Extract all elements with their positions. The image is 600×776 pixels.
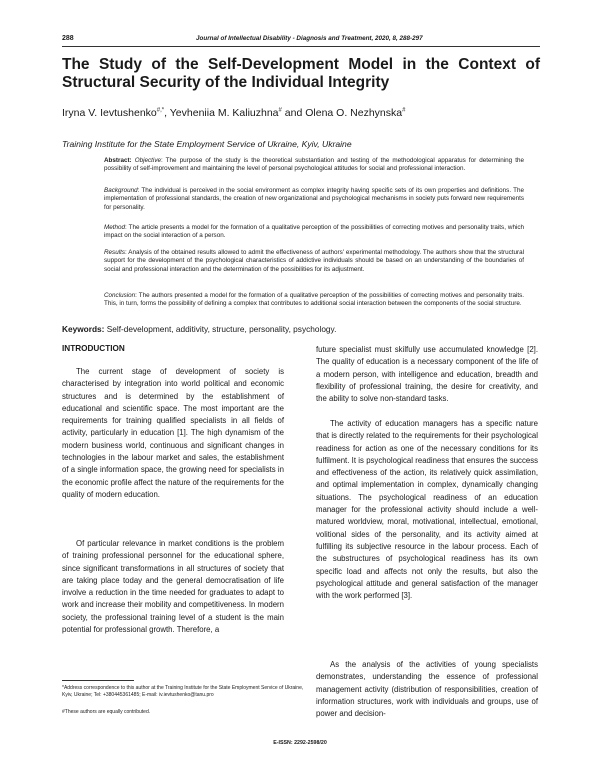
right-paragraph-1: future specialist must skilfully use accumulated knowledge [2]. The quality of education is a necessary component of the life of a modern person, with intelligence and education, breadth and flexibility of professional training, the desire for creativity, and the ability to solve non-standard tasks.: [316, 345, 538, 404]
left-paragraph-2: Of particular relevance in market conditions is the problem of training professional personnel for the educational sphere, since significant transformations in all structures of society that are taking place today and the general democratisation of life involve a reduction in the time needed for graduates to adapt to work and increase their mobility and competitiveness. In modern society, the professional training level of a student is the main potential for professional growth. Therefore, a: [62, 539, 284, 635]
abstract-objective: [104, 157, 524, 174]
objective-text: : The purpose of the study is the theoretical substantiation and testing of the methodological apparatus for determining the possibility of self-improvement and maintaining the level of personal psychological attitudes for social and professional interaction.: [104, 157, 524, 173]
results-text: : Analysis of the obtained results allowed to admit the effectiveness of authors' experimental methodology. The authors show that the structural support for the development of the psychological characteristics of addictive individuals should be based on an understanding of the boundaries of social and professional interaction and the determination of the possibilities for its adjustment.: [104, 249, 524, 273]
issn-footer: E-ISSN: 2292-2598/20: [273, 740, 327, 746]
conclusion-text: : The authors presented a model for the formation of a qualitative perception of the possibilities of correcting motives and personality traits. This, in turn, forms the possibility of defining a complex that contributes to additional social interaction between the components of the social structure.: [104, 292, 524, 308]
author-name: Iryna V. Ievtushenko: [62, 107, 157, 119]
author-name: and Olena O. Nezhynska: [281, 107, 403, 119]
right-paragraph-2: The activity of education managers has a specific nature that is directly related to the requirements for their psychological readiness for action as one of the necessary conditions for its fulfilment. It is psychological readiness that ensures the success and effectiveness of the action, its relatively quick assimilation, and optimal implementation in complex, dynamically changing situations. The psychological readiness of an education manager for the professional activity should include a well-matured worldview, moral, motivational, intellectual, emotional, volitional sides of the personality, and its activity aimed at fulfilling its subjective resource in the labour process. Each of the substructures of psychological readiness has its own specific load and affects not only the results, but also the psychological attitude and general satisfaction of the manager with the work performed [3].: [316, 419, 538, 601]
background-label: Background: [104, 187, 138, 194]
footnote-correspondence: *Address correspondence to this author at the Training Institute for the State Employment Service of Ukraine, Kyiv, Ukraine; Tel: +380445361485; E-mail: iv.ievtushenko@tanu.pro: [62, 685, 304, 698]
conclusion-label: Conclusion: [104, 292, 136, 299]
background-text: : The individual is perceived in the social environment as complex integrity having specific sets of its own properties and definitions. The implementation of professional standards, the creation of new organizational and psychological mechanisms in society puts forward new requirements for personality.: [104, 187, 524, 211]
results-label: Results: [104, 249, 125, 256]
author-list: [62, 107, 405, 119]
abstract-background: [104, 187, 524, 212]
footnote-rule: [62, 680, 134, 681]
author-mark: #: [402, 107, 406, 114]
header-rule: [62, 46, 540, 47]
journal-header: Journal of Intellectual Disability - Diagnosis and Treatment, 2020, 8, 288-297: [196, 35, 423, 42]
right-paragraph-3: As the analysis of the activities of young specialists demonstrates, understanding the essence of professional management activity (distribution of responsibilities, creation of information structures, work with individuals and groups, use of power and decision-: [316, 660, 538, 719]
paper-title: The Study of the Self-Development Model in the Context of Structural Security of the Individual Integrity: [62, 56, 540, 91]
keywords-label: Keywords:: [62, 324, 105, 334]
method-text: : The article presents a model for the formation of a qualitative perception of the possibilities of correcting motives and personality traits, which impact on the social interaction of a person.: [104, 224, 524, 240]
footnote-equal-contribution: #These authors are equally contributed.: [62, 709, 151, 715]
author-name: , Yevheniia M. Kaliuzhna: [164, 107, 279, 119]
section-heading-introduction: INTRODUCTION: [62, 344, 125, 353]
keywords-text: Self-development, additivity, structure, personality, psychology.: [104, 324, 337, 334]
method-label: Method: [104, 224, 126, 231]
left-paragraph-1: The current stage of development of society is characterised by integration into world political and economic structures and is determined by the establishment of educational and scientific space. The most important are the requirements for training qualified specialists in all fields of activity, particularly in education [1]. The high dynamism of the modern business world, continuous and significant changes in technologies in the labour market and sales, the establishment of a single information space, the growing need for specialists in the economic profile affect the nature of the requirements for the quality of modern education.: [62, 367, 284, 499]
keywords: [62, 324, 336, 334]
author-mark: #,*: [156, 107, 165, 114]
abstract-conclusion: [104, 292, 524, 309]
affiliation: Training Institute for the State Employment Service of Ukraine, Kyiv, Ukraine: [62, 139, 352, 149]
objective-label: Objective: [134, 157, 161, 164]
author-mark: #: [278, 107, 282, 114]
abstract-method: [104, 224, 524, 241]
abstract-label: Abstract:: [104, 157, 132, 164]
page-number: 288: [62, 35, 74, 42]
abstract-results: [104, 249, 524, 274]
